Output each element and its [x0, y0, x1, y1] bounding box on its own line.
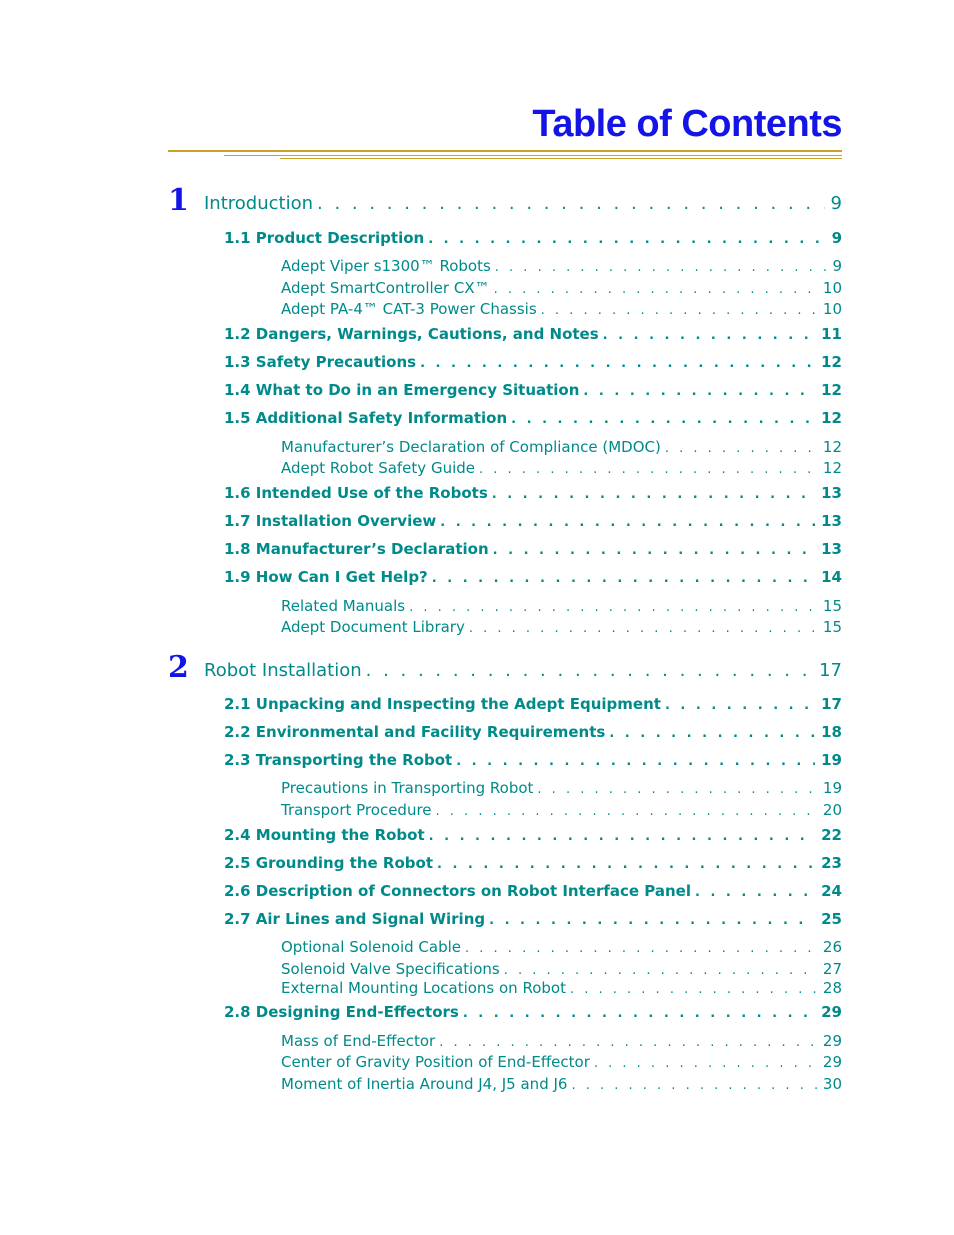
dot-leader: [439, 1035, 817, 1050]
page-number: 29: [821, 1003, 842, 1021]
title-rule-middle: [224, 155, 842, 156]
dot-leader: [317, 193, 825, 214]
dot-leader: [437, 857, 815, 872]
entry-label: 1.1 Product Description: [224, 229, 425, 247]
entry-label: 2.5 Grounding the Robot: [224, 854, 433, 872]
page-number: 29: [822, 1032, 842, 1050]
entry-label: Adept Robot Safety Guide: [281, 459, 475, 477]
toc-subsection-entry[interactable]: [281, 938, 842, 956]
page-number: 20: [822, 801, 842, 819]
toc-section-entry[interactable]: [224, 229, 842, 247]
toc-section-entry[interactable]: [224, 882, 842, 900]
entry-label: 1.2 Dangers, Warnings, Cautions, and Notes: [224, 325, 599, 343]
toc-section-entry[interactable]: [224, 910, 842, 928]
entry-label: Transport Procedure: [281, 801, 432, 819]
entry-label: Manufacturer’s Declaration of Compliance (MDOC): [281, 438, 661, 456]
page-number: 13: [821, 484, 842, 502]
dot-leader: [537, 782, 816, 797]
entry-label: 1.4 What to Do in an Emergency Situation: [224, 381, 580, 399]
title-rule-bottom: [280, 158, 842, 159]
entry-label: 1.5 Additional Safety Information: [224, 409, 508, 427]
toc-subsection-entry[interactable]: [281, 801, 842, 819]
page-number: 28: [822, 979, 842, 997]
page-number: 22: [821, 826, 842, 844]
page-number: 15: [822, 597, 842, 615]
chapter-label: Introduction: [204, 193, 314, 214]
dot-leader: [541, 303, 817, 318]
entry-label: Adept PA-4™ CAT-3 Power Chassis: [281, 300, 537, 318]
toc-subsection-entry[interactable]: [281, 979, 842, 997]
dot-leader: [366, 660, 813, 681]
entry-label: Optional Solenoid Cable: [281, 938, 462, 956]
page-number: 19: [821, 751, 842, 769]
page-number: 24: [821, 882, 842, 900]
dot-leader: [583, 384, 815, 399]
page-number: 17: [819, 660, 842, 681]
dot-leader: [409, 600, 817, 615]
toc-section-entry[interactable]: [224, 854, 842, 872]
page-number: 10: [822, 279, 842, 297]
entry-label: 2.8 Designing End-Effectors: [224, 1003, 459, 1021]
toc-subsection-entry[interactable]: [281, 257, 842, 275]
page-number: 23: [821, 854, 842, 872]
toc-subsection-entry[interactable]: [281, 279, 842, 297]
entry-label: 1.3 Safety Precautions: [224, 353, 417, 371]
page-number: 9: [830, 193, 842, 214]
page-number: 27: [822, 960, 842, 978]
dot-leader: [469, 621, 817, 636]
page-number: 12: [821, 353, 842, 371]
dot-leader: [463, 1006, 815, 1021]
dot-leader: [492, 487, 815, 502]
toc-section-entry[interactable]: [224, 381, 842, 399]
entry-label: 2.1 Unpacking and Inspecting the Adept Equipment: [224, 695, 661, 713]
toc-subsection-entry[interactable]: [281, 960, 842, 978]
toc-chapter-entry[interactable]: [204, 660, 842, 681]
entry-label: 2.7 Air Lines and Signal Wiring: [224, 910, 486, 928]
page-number: 25: [821, 910, 842, 928]
dot-leader: [571, 1078, 816, 1093]
dot-leader: [493, 543, 815, 558]
toc-section-entry[interactable]: [224, 568, 842, 586]
dot-leader: [440, 515, 815, 530]
entry-label: Precautions in Transporting Robot: [281, 779, 534, 797]
dot-leader: [570, 982, 817, 997]
toc-subsection-entry[interactable]: [281, 1053, 842, 1071]
toc-section-entry[interactable]: [224, 540, 842, 558]
toc-section-entry[interactable]: [224, 826, 842, 844]
toc-subsection-entry[interactable]: [281, 618, 842, 636]
page-number: 14: [821, 568, 842, 586]
page-number: 26: [822, 938, 842, 956]
toc-chapter-entry[interactable]: [204, 193, 842, 214]
toc-section-entry[interactable]: [224, 409, 842, 427]
dot-leader: [436, 804, 817, 819]
entry-label: Solenoid Valve Specifications: [281, 960, 500, 978]
dot-leader: [420, 356, 815, 371]
dot-leader: [432, 571, 815, 586]
entry-label: Mass of End-Effector: [281, 1032, 436, 1050]
toc-section-entry[interactable]: [224, 325, 842, 343]
entry-label: 2.6 Description of Connectors on Robot Interface Panel: [224, 882, 691, 900]
entry-label: 1.6 Intended Use of the Robots: [224, 484, 488, 502]
dot-leader: [495, 260, 827, 275]
page-number: 19: [822, 779, 842, 797]
page-number: 12: [822, 459, 842, 477]
toc-subsection-entry[interactable]: [281, 300, 842, 318]
toc-section-entry[interactable]: [224, 695, 842, 713]
page-number: 12: [822, 438, 842, 456]
entry-label: 2.4 Mounting the Robot: [224, 826, 425, 844]
page-number: 10: [822, 300, 842, 318]
dot-leader: [504, 963, 817, 978]
dot-leader: [428, 232, 825, 247]
dot-leader: [511, 412, 815, 427]
toc-subsection-entry[interactable]: [281, 438, 842, 456]
page-number: 17: [821, 695, 842, 713]
entry-label: 2.2 Environmental and Facility Requirements: [224, 723, 606, 741]
page-number: 12: [821, 381, 842, 399]
page-number: 9: [832, 257, 842, 275]
page-title: Table of Contents: [532, 103, 842, 145]
dot-leader: [489, 913, 815, 928]
entry-label: External Mounting Locations on Robot: [281, 979, 566, 997]
entry-label: 1.9 How Can I Get Help?: [224, 568, 428, 586]
chapter-number: 2: [168, 650, 189, 685]
toc-section-entry[interactable]: [224, 1003, 842, 1021]
entry-label: Moment of Inertia Around J4, J5 and J6: [281, 1075, 568, 1093]
entry-label: Adept Document Library: [281, 618, 465, 636]
toc-section-entry[interactable]: [224, 751, 842, 769]
entry-label: 1.7 Installation Overview: [224, 512, 437, 530]
page-number: 9: [831, 229, 842, 247]
dot-leader: [603, 328, 815, 343]
page-number: 12: [821, 409, 842, 427]
page-number: 13: [821, 540, 842, 558]
toc-section-entry[interactable]: [224, 353, 842, 371]
dot-leader: [609, 726, 815, 741]
entry-label: Adept Viper s1300™ Robots: [281, 257, 491, 275]
entry-label: Adept SmartController CX™: [281, 279, 490, 297]
toc-subsection-entry[interactable]: [281, 1032, 842, 1050]
entry-label: 1.8 Manufacturer’s Declaration: [224, 540, 489, 558]
chapter-label: Robot Installation: [204, 660, 362, 681]
entry-label: Related Manuals: [281, 597, 406, 615]
dot-leader: [494, 282, 817, 297]
page-number: 13: [821, 512, 842, 530]
toc-section-entry[interactable]: [224, 512, 842, 530]
toc-section-entry[interactable]: [224, 484, 842, 502]
dot-leader: [665, 441, 817, 456]
toc-subsection-entry[interactable]: [281, 1075, 842, 1093]
dot-leader: [456, 754, 815, 769]
page-number: 11: [821, 325, 842, 343]
dot-leader: [665, 698, 815, 713]
toc-subsection-entry[interactable]: [281, 459, 842, 477]
dot-leader: [429, 829, 815, 844]
dot-leader: [695, 885, 815, 900]
dot-leader: [465, 941, 817, 956]
dot-leader: [594, 1056, 817, 1071]
dot-leader: [479, 462, 817, 477]
entry-label: 2.3 Transporting the Robot: [224, 751, 453, 769]
page-number: 18: [821, 723, 842, 741]
entry-label: Center of Gravity Position of End-Effector: [281, 1053, 590, 1071]
page-number: 29: [822, 1053, 842, 1071]
toc-subsection-entry[interactable]: [281, 779, 842, 797]
page-number: 15: [822, 618, 842, 636]
title-rule-top: [168, 150, 842, 152]
toc-subsection-entry[interactable]: [281, 597, 842, 615]
toc-section-entry[interactable]: [224, 723, 842, 741]
chapter-number: 1: [168, 183, 189, 218]
page-number: 30: [822, 1075, 842, 1093]
